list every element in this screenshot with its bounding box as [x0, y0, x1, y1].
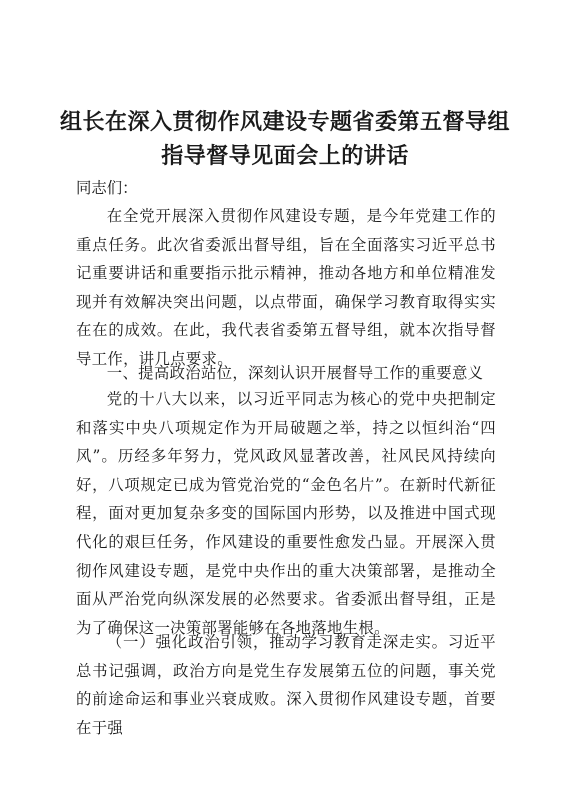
body-paragraph-3-block: [76, 628, 496, 742]
document-title-line-1: 组长在深入贯彻作风建设专题省委第五督导组: [59, 110, 510, 135]
body-paragraph-1: 在全党开展深入贯彻作风建设专题，是今年党建工作的重点任务。此次省委派出督导组，旨在全面落实习近平总书记重要讲话和重要指示批示精神，推动各地方和单位精准发现并有效解决突出问题，以点带面，确保学习教育取得实实在在的成效。在此，我代表省委第五督导组，就本次指导督导工作，讲几点要求。: [76, 207, 496, 368]
section-heading-1: 一、提高政治站位，深刻认识开展督导工作的重要意义: [106, 364, 484, 382]
body-paragraph-1-block: [76, 202, 496, 374]
body-paragraph-2-block: [76, 385, 496, 642]
document-title-line-2: 指导督导见面会上的讲话: [161, 144, 409, 169]
body-paragraph-3: （一）强化政治引领，推动学习教育走深走实。习近平总书记强调，政治方向是党生存发展第五位的问题，事关党的前途命运和事业兴衰成败。深入贯彻作风建设专题，首要在于强: [76, 633, 496, 737]
section-heading-block: [76, 359, 496, 388]
salutation: 同志们：: [76, 179, 138, 197]
body-paragraph-2: 党的十八大以来，以习近平同志为核心的党中央把制定和落实中央八项规定作为开局破题之举，持之以恒纠治“四风”。历经多年努力，党风政风显著改善，社风民风持续向好，八项规定已成为管党治党的“金色名片”。在新时代新征程，面对更加复杂多变的国际国内形势，以及推进中国式现代化的艰巨任务，作风建设的重要性愈发凸显。开展深入贯彻作风建设专题，是党中央作出的重大决策部署，是推动全面从严治党向纵深发展的必然要求。省委派出督导组，正是为了确保这一决策部署能够在各地落地生根。: [76, 390, 496, 637]
